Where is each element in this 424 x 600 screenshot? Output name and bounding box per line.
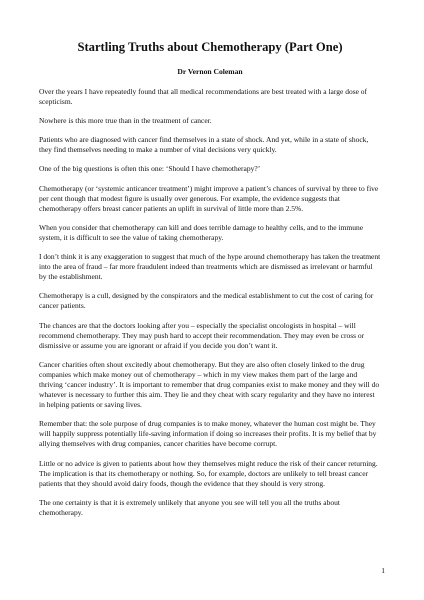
paragraph: Remember that: the sole purpose of drug companies is to make money, whatever the human cost might be. They will happily suppress potentially life-saving information if doing so increases their profits. It is my belief that by allying themselves with drug companies, cancer charities have become corrupt. — [39, 419, 377, 449]
paragraph: Chemotherapy is a cull, designed by the conspirators and the medical establishment to cut the cost of caring for cancer patients. — [39, 291, 374, 311]
paragraph: The chances are that the doctors looking after you – especially the specialist oncologists in hospital – will recommend chemotherapy. They may push hard to accept their recommendation. They may even be cross or dismissive or assume you are ignorant or afraid if you decide you don’t want it. — [39, 320, 365, 350]
paragraph: One of the big questions is often this one: ‘Should I have chemotherapy?’ — [39, 164, 261, 174]
document-body — [39, 87, 381, 518]
paragraph: Nowhere is this more true than in the treatment of cancer. — [39, 116, 212, 126]
paragraph: I don’t think it is any exaggeration to suggest that much of the hype around chemotherapy has taken the treatment into the area of fraud – far more fraudulent indeed than treatments which are dismissed as irrelevant or harmful by the establishment. — [39, 252, 381, 282]
document-title: Startling Truths about Chemotherapy (Part One) — [77, 40, 343, 54]
paragraph: Chemotherapy (or ‘systemic anticancer treatment’) might improve a patient’s chances of survival by three to five per cent though that modest figure is usually over generous. For example, the evidence suggests that chemotherapy offers breast cancer patients an uplift in survival of little more than 2.5%. — [39, 183, 379, 213]
page-number: 1 — [381, 566, 385, 575]
paragraph: When you consider that chemotherapy can kill and does terrible damage to healthy cells, and to the immune system, it is difficult to see the value of taking chemotherapy. — [39, 222, 364, 242]
paragraph: The one certainty is that it is extremely unlikely that anyone you see will tell you all the truths about chemotherapy. — [39, 497, 340, 517]
document-author: Dr Vernon Coleman — [177, 67, 243, 76]
paragraph: Little or no advice is given to patients about how they themselves might reduce the risk of their cancer returning. The implication is that its chemotherapy or nothing. So, for example, doctors are unlikely to tell breast cancer patients that they should avoid dairy foods, though the evidence that they should is very strong. — [39, 458, 378, 488]
paragraph: Patients who are diagnosed with cancer find themselves in a state of shock. And yet, while in a state of shock, they find themselves needing to make a number of vital decisions very quickly. — [39, 135, 369, 155]
paragraph: Cancer charities often shout excitedly about chemotherapy. But they are also often closely linked to the drug companies which make money out of chemotherapy – which in my view makes them part of the large and thriving ‘cancer industry’. It is important to remember that drug companies exist to make money and they will do whatever is necessary to further this aim. They lie and they cheat with scary regularity and they have no interest in helping patients or saving lives. — [39, 359, 380, 410]
paragraph: Over the years I have repeatedly found that all medical recommendations are best treated with a large dose of scepticism. — [39, 87, 368, 107]
